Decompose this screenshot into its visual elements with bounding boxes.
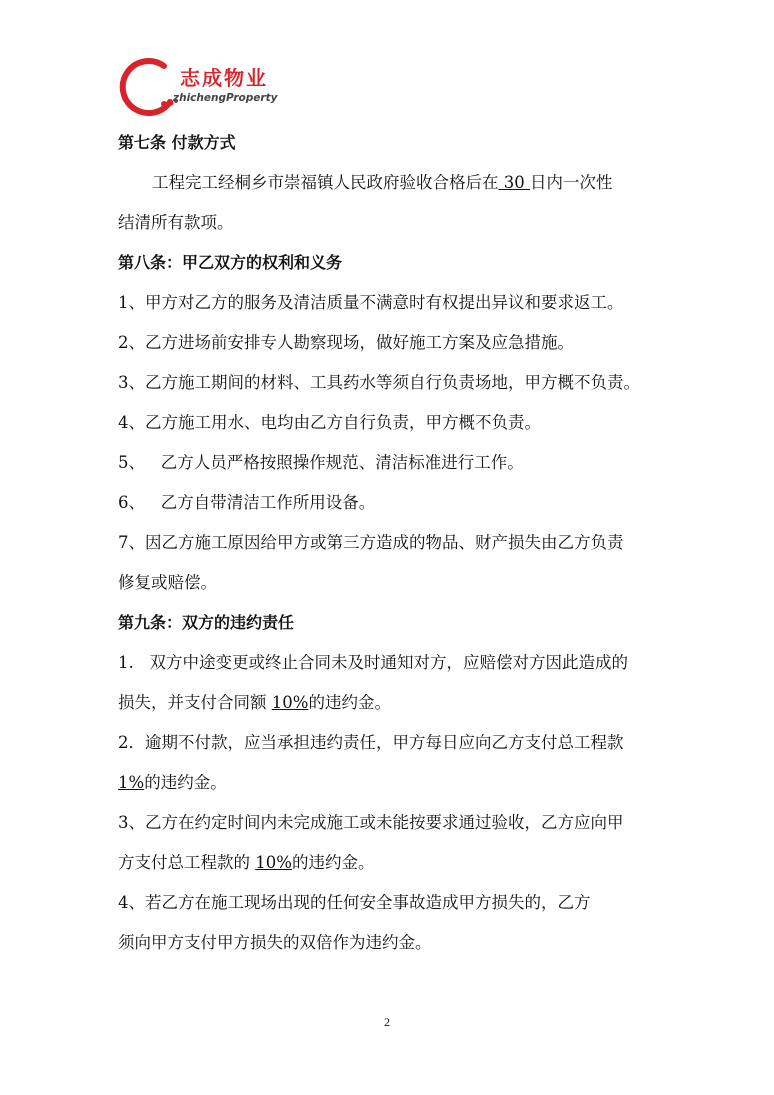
list-item-line: 4、乙方施工用水、电均由乙方自行负责，甲方概不负责。 [118, 413, 541, 432]
company-logo [118, 58, 298, 118]
art7-text-a: 工程完工经桐乡市崇福镇人民政府验收合格后在 [152, 173, 499, 192]
article-8-item-5 [118, 450, 678, 476]
article-8-item-3 [118, 370, 678, 396]
article-7-text-line1 [118, 170, 678, 196]
article-9-item-4-line1: 4、若乙方在施工现场出现的任何安全事故造成甲方损失的，乙方 [118, 893, 591, 912]
list-item-line: 1、甲方对乙方的服务及清洁质量不满意时有权提出异议和要求返工。 [118, 293, 624, 312]
penalty-percent-1: 10% [271, 693, 309, 712]
article-9-item-4-line2: 须向甲方支付甲方损失的双倍作为违约金。 [118, 933, 432, 952]
penalty-percent-2: 1% [118, 773, 145, 792]
logo-brand-cn: 志成物业 [180, 66, 268, 90]
list-item-line: 3、乙方施工期间的材料、工具药水等须自行负责场地，甲方概不负责。 [118, 373, 640, 392]
text-span: 的违约金。 [144, 773, 227, 792]
article-8-item-6 [118, 490, 678, 516]
list-item-line: 2、乙方进场前安排专人勘察现场，做好施工方案及应急措施。 [118, 333, 574, 352]
text-span: 方支付总工程款的 [118, 853, 256, 872]
article-7-heading: 第七条 付款方式 [118, 133, 236, 152]
article-9-heading: 第九条：双方的违约责任 [118, 613, 295, 632]
penalty-percent-3: 10% [255, 853, 292, 872]
payment-days-value: 30 [498, 173, 530, 192]
list-item-line: 5、 乙方人员严格按照操作规范、清洁标准进行工作。 [118, 453, 524, 472]
logo-c-mark [118, 58, 178, 118]
text-span: 的违约金。 [291, 853, 375, 872]
list-item-line: 7、因乙方施工原因给甲方或第三方造成的物品、财产损失由乙方负责 [118, 533, 624, 552]
article-9-item-2-line2 [118, 770, 678, 796]
text-span: 损失，并支付合同额 [118, 693, 272, 712]
article-8-item-4 [118, 410, 678, 436]
page-number: 2 [384, 1015, 390, 1029]
article-9-item-3-line1: 3、乙方在约定时间内未完成施工或未能按要求通过验收，乙方应向甲 [118, 813, 624, 832]
list-item-line: 6、 乙方自带清洁工作所用设备。 [118, 493, 376, 512]
document-body [118, 130, 678, 956]
article-9-item-3-line2 [118, 850, 678, 876]
article-8-item-1 [118, 290, 678, 316]
article-8-item-2 [118, 330, 678, 356]
article-8-heading: 第八条：甲乙双方的权利和义务 [118, 253, 343, 272]
article-9-item-1-line1: 1. 双方中途变更或终止合同未及时通知对方，应赔偿对方因此造成的 [118, 653, 628, 672]
art7-text-b: 日内一次性 [530, 173, 613, 192]
article-7-text-line2: 结清所有款项。 [118, 213, 234, 232]
article-8-item-7 [118, 530, 678, 596]
logo-brand-en: zhichengProperty [173, 92, 278, 104]
article-9-item-1-line2 [118, 690, 678, 716]
list-item-line: 修复或赔偿。 [118, 573, 217, 592]
text-span: 的违约金。 [308, 693, 391, 712]
article-9-item-2-line1: 2．逾期不付款，应当承担违约责任，甲方每日应向乙方支付总工程款 [118, 733, 624, 752]
